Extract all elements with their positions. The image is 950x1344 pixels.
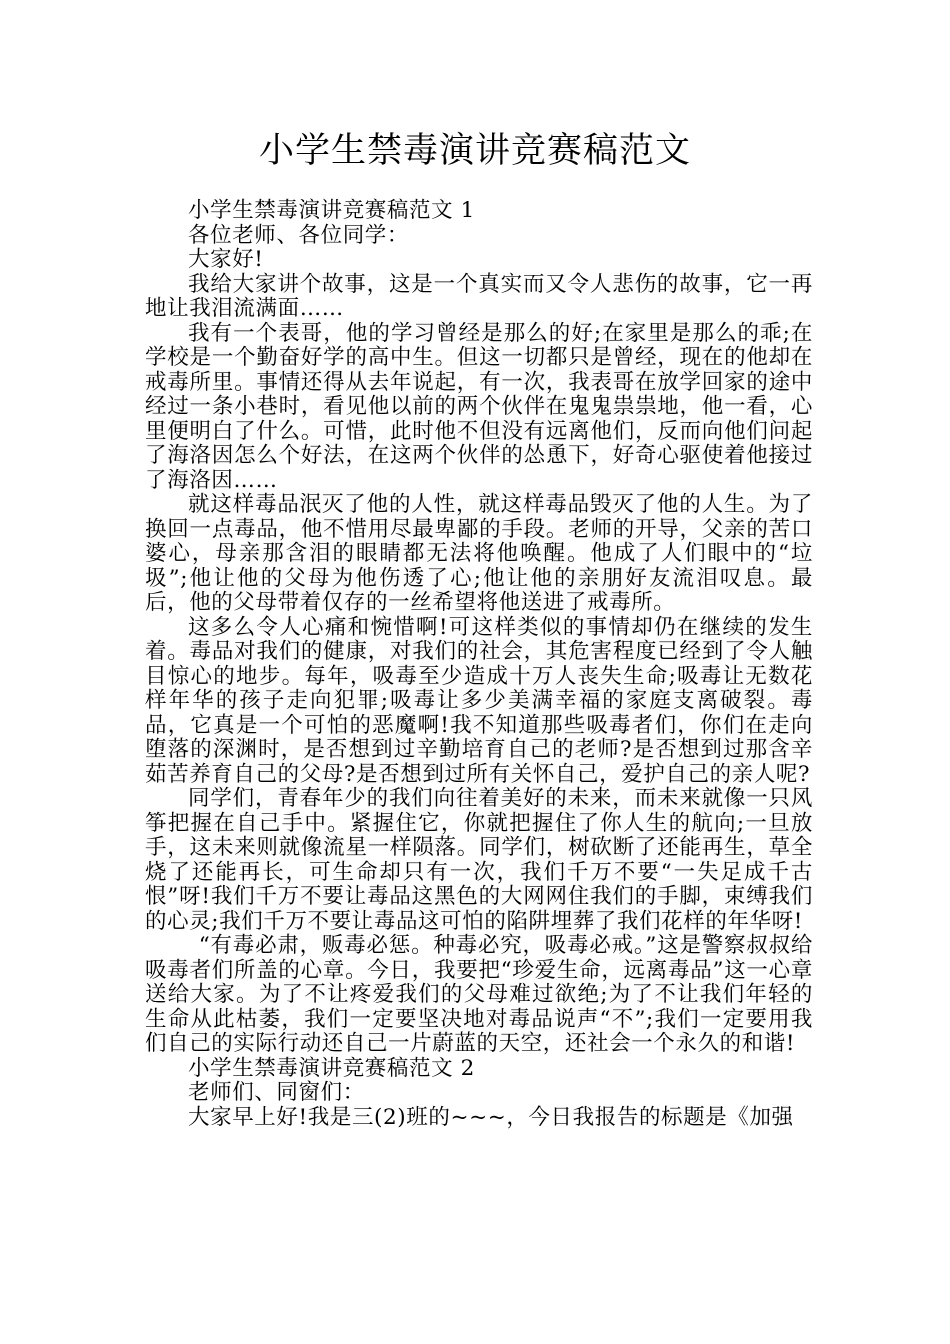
paragraph-harm: 这多么令人心痛和惋惜啊!可这样类似的事情却仍在继续的发生着。毒品对我们的健康，对我们的社会，其危害程度已经到了令人触目惊心的地步。每年，吸毒至少造成十万人丧失生命;吸毒让无数花样年华的孩子走向犯罪;吸毒让多少美满幸福的家庭支离破裂。毒品，它真是一个可怕的恶魔啊!我不知道那些吸毒者们，你们在走向堕落的深渊时，是否想到过辛勤培育自己的老师?是否想到过那含辛茹苦养育自己的父母?是否想到过所有关怀自己，爱护自己的亲人呢? bbox=[145, 614, 813, 787]
paragraph-slogan: “有毒必肃，贩毒必惩。种毒必究，吸毒必戒。”这是警察叔叔给吸毒者们所盖的心章。今日，我要把“珍爱生命，远离毒品”这一心章送给大家。为了不让疼爱我们的父母难过欲绝;为了不让我们年轻的生命从此枯萎，我们一定要坚决地对毒品说声“不”;我们一定要用我们自己的实际行动还自己一片蔚蓝的天空，还社会一个永久的和谐! bbox=[145, 933, 813, 1056]
salutation-2: 老师们、同窗们： bbox=[188, 1080, 365, 1105]
paragraph-intro-story: 我给大家讲个故事，这是一个真实而又令人悲伤的故事，它一再地让我泪流满面…… bbox=[145, 271, 813, 321]
paragraph-cousin: 我有一个表哥，他的学习曾经是那么的好;在家里是那么的乖;在学校是一个勤奋好学的高中生。但这一切都只是曾经，现在的他却在戒毒所里。事情还得从去年说起，有一次，我表哥在放学回家的途中经过一条小巷时，看见他以前的两个伙伴在鬼鬼祟祟地，他一看，心里便明白了什么。可惜，此时他不但没有远离他们，反而向他们问起了海洛因怎么个好法，在这两个伙伴的怂恿下，好奇心驱使着他接过了海洛因…… bbox=[145, 320, 813, 493]
salutation: 各位老师、各位同学： bbox=[188, 222, 410, 248]
essay-2-heading: 小学生禁毒演讲竞赛稿范文 2 bbox=[188, 1055, 475, 1081]
paragraph-essay-2-opening: 大家早上好!我是三(2)班的~~~，今日我报告的标题是《加强 bbox=[188, 1104, 794, 1130]
paragraph-ruined-life: 就这样毒品泯灭了他的人性，就这样毒品毁灭了他的人生。为了换回一点毒品，他不惜用尽最卑鄙的手段。老师的开导，父亲的苦口婆心，母亲那含泪的眼睛都无法将他唤醒。他成了人们眼中的“垃圾”;他让他的父母为他伤透了心;他让他的亲朋好友流泪叹息。最后，他的父母带着仅存的一丝希望将他送进了戒毒所。 bbox=[145, 492, 813, 615]
greeting: 大家好! bbox=[188, 247, 264, 272]
paragraph-youth: 同学们，青春年少的我们向往着美好的未来，而未来就像一只风筝把握在自己手中。紧握住它，你就把握住了你人生的航向;一旦放手，这未来则就像流星一样陨落。同学们，树砍断了还能再生，草全烧了还能再长，可生命却只有一次，我们千万不要“一失足成千古恨”呀!我们千万不要让毒品这黑色的大网网住我们的手脚，束缚我们的心灵;我们千万不要让毒品这可怕的陷阱埋葬了我们花样的年华呀! bbox=[145, 786, 813, 934]
document-body bbox=[145, 199, 813, 1130]
essay-1-heading: 小学生禁毒演讲竞赛稿范文 1 bbox=[188, 198, 475, 223]
document-title: 小学生禁毒演讲竞赛稿范文 bbox=[258, 131, 691, 171]
